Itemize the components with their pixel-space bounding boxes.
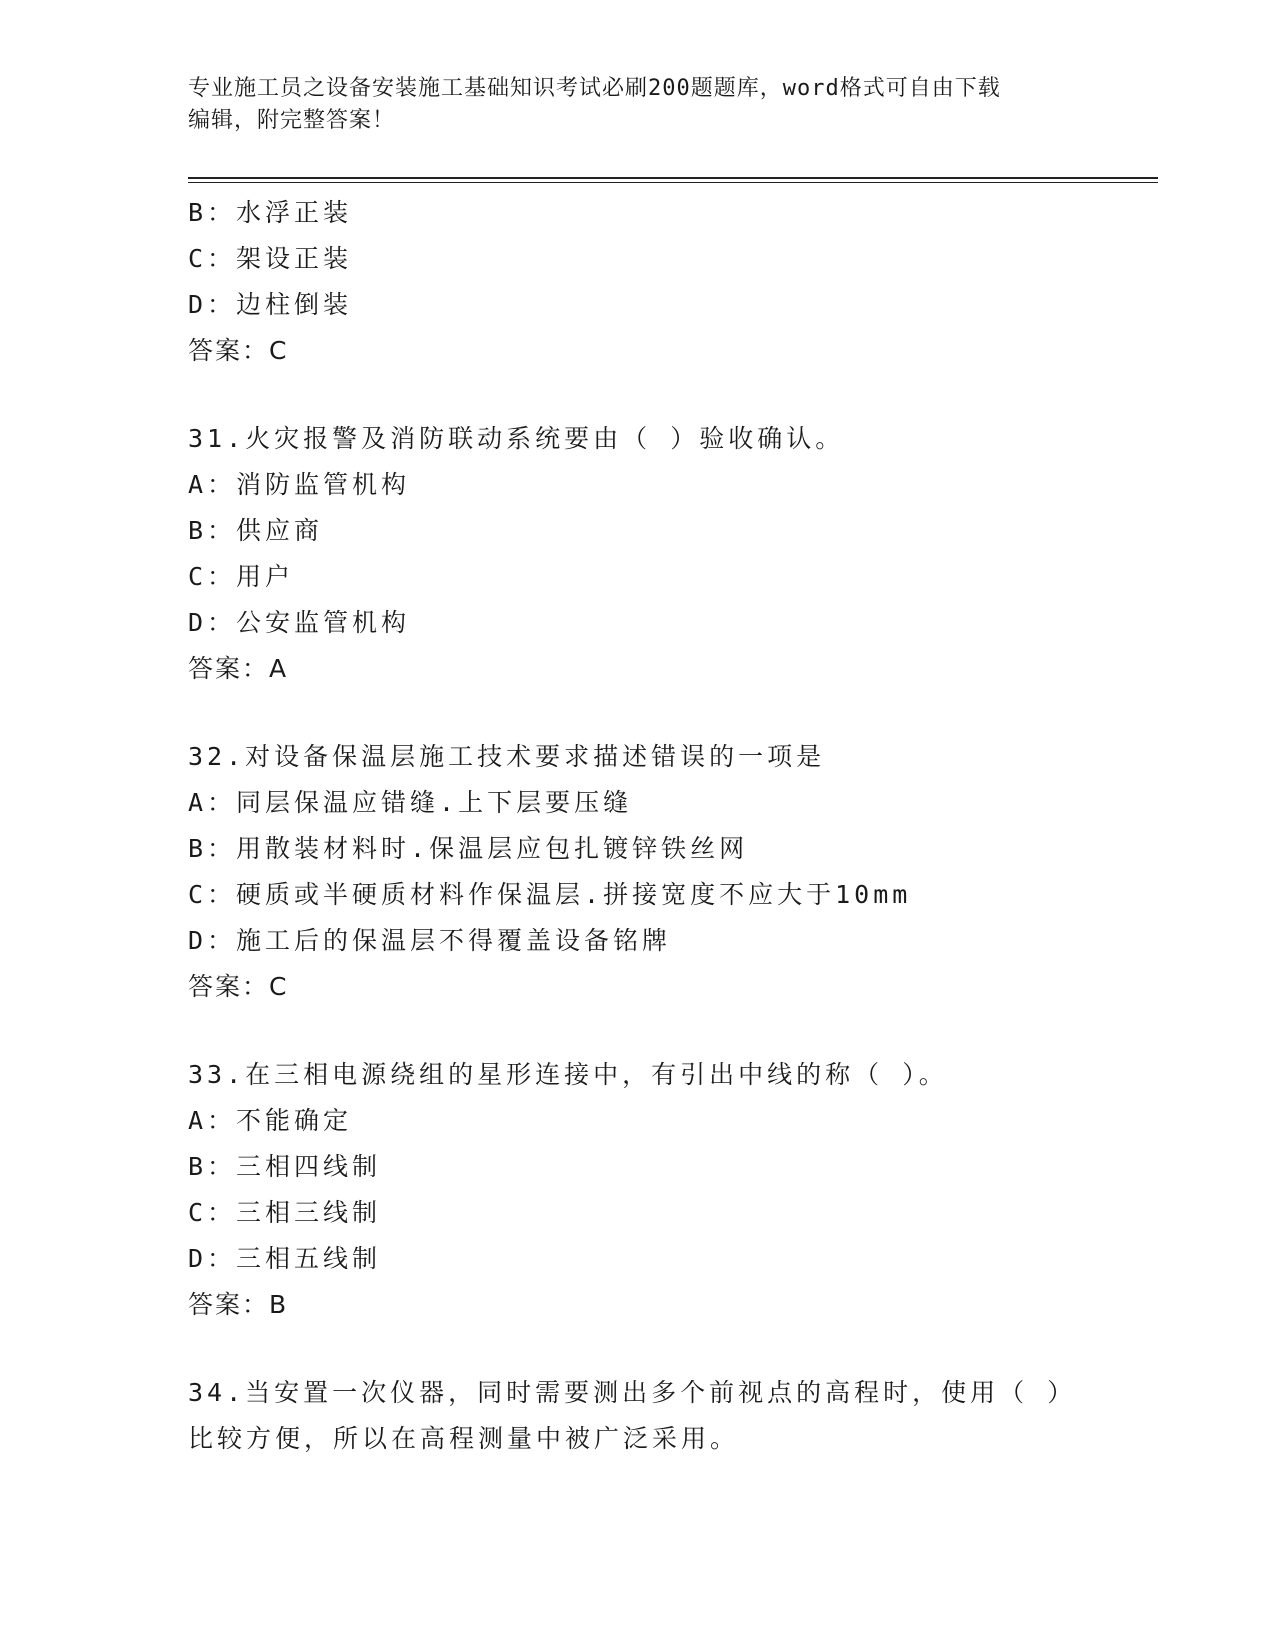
question-block-30 (188, 190, 1158, 374)
answer-line: 答案：A (188, 654, 289, 683)
option-a: A：同层保温应错缝.上下层要压缝 (188, 788, 633, 817)
answer-line: 答案：B (188, 1290, 289, 1319)
option-c: C：用户 (188, 562, 295, 591)
question-text: 32.对设备保温层施工技术要求描述错误的一项是 (188, 742, 826, 771)
header-divider-thick (188, 177, 1158, 179)
question-text: 33.在三相电源绕组的星形连接中，有引出中线的称（ ）。 (188, 1060, 948, 1089)
option-a: A：消防监管机构 (188, 470, 411, 499)
question-list (188, 190, 1158, 1462)
answer-line: 答案：C (188, 972, 289, 1001)
option-d: D：三相五线制 (188, 1244, 382, 1273)
option-c: C：三相三线制 (188, 1198, 382, 1227)
option-d: D：边柱倒装 (188, 290, 353, 319)
option-c: C：架设正装 (188, 244, 353, 273)
option-d: D：公安监管机构 (188, 608, 411, 637)
spacer (188, 1328, 1158, 1370)
spacer (188, 374, 1158, 416)
answer-line: 答案：C (188, 336, 289, 365)
option-b: B：用散装材料时.保温层应包扎镀锌铁丝网 (188, 834, 749, 863)
document-header (188, 73, 1088, 137)
question-block-32 (188, 734, 1158, 1010)
option-d: D：施工后的保温层不得覆盖设备铭牌 (188, 926, 672, 955)
option-b: B：三相四线制 (188, 1152, 382, 1181)
question-text: 31.火灾报警及消防联动系统要由（ ）验收确认。 (188, 424, 845, 453)
question-text-line-1: 34.当安置一次仪器，同时需要测出多个前视点的高程时，使用（ ） (188, 1378, 1077, 1407)
header-divider-thin (188, 182, 1158, 183)
question-block-33 (188, 1052, 1158, 1328)
question-block-34 (188, 1370, 1158, 1462)
option-c: C：硬质或半硬质材料作保温层.拼接宽度不应大于10mm (188, 880, 912, 909)
option-a: A：不能确定 (188, 1106, 353, 1135)
header-line-2: 编辑，附完整答案！ (188, 108, 396, 133)
spacer (188, 1010, 1158, 1052)
spacer (188, 692, 1158, 734)
question-block-31 (188, 416, 1158, 692)
option-b: B：供应商 (188, 516, 324, 545)
option-b: B：水浮正装 (188, 198, 353, 227)
header-line-1: 专业施工员之设备安装施工基础知识考试必刷200题题库，word格式可自由下载 (188, 76, 1001, 101)
question-text-line-2: 比较方便，所以在高程测量中被广泛采用。 (188, 1424, 740, 1453)
